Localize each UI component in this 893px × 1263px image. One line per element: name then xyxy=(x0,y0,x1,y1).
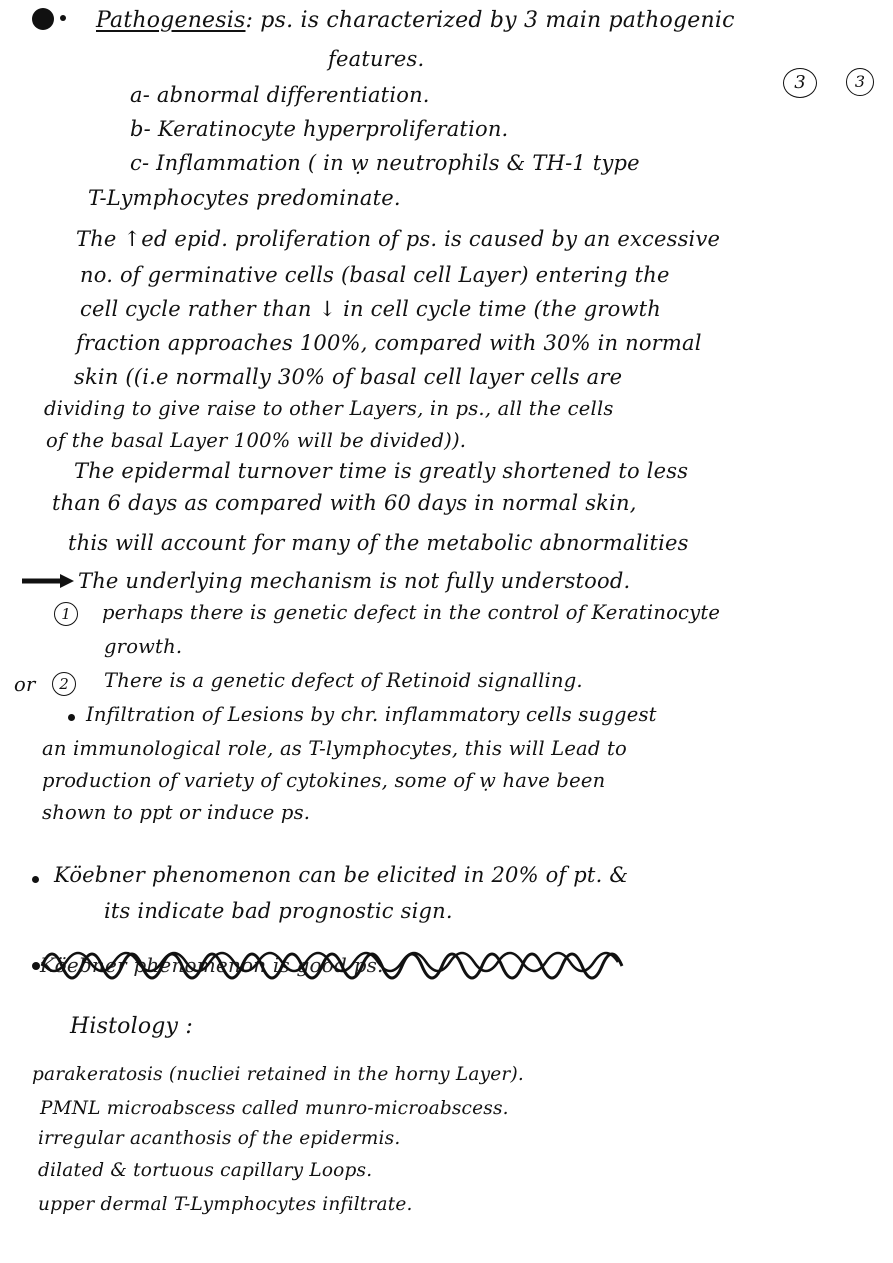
circled-number-2: 2 xyxy=(52,672,76,696)
histology-item: dilated & tortuous capillary Loops. xyxy=(38,1160,373,1181)
pathogenesis-intro: Pathogenesis: ps. is characterized by 3 main pathogenic xyxy=(96,8,735,33)
or-prefix: or xyxy=(14,673,36,696)
feature-c: c- Inflammation ( in ẉ neutrophils & TH-1 type xyxy=(130,151,640,175)
bullet-dot xyxy=(32,876,39,883)
arrow-right-icon xyxy=(20,572,76,590)
histology-item: irregular acanthosis of the epidermis. xyxy=(38,1128,401,1149)
circled-number: 3 xyxy=(783,68,817,98)
scribble-strikethrough xyxy=(26,938,626,988)
cause-1-line: perhaps there is genetic defect in the control of Keratinocyte xyxy=(102,601,721,624)
feature-a: a- abnormal differentiation. xyxy=(130,83,430,107)
paragraph1-line: no. of germinative cells (basal cell Layer) entering the xyxy=(80,263,670,287)
paragraph1-line: The ↑ed epid. proliferation of ps. is caused by an excessive xyxy=(76,227,721,251)
pathogenesis-intro-cont: features. xyxy=(328,47,425,71)
paragraph1-line: dividing to give raise to other Layers, in ps., all the cells xyxy=(44,397,614,420)
immuno-line: Infiltration of Lesions by chr. inflammatory cells suggest xyxy=(86,703,657,726)
immuno-line: shown to ppt or induce ps. xyxy=(42,801,311,824)
paragraph1-line: skin ((i.e normally 30% of basal cell layer cells are xyxy=(74,365,623,389)
paragraph1-line: of the basal Layer 100% will be divided)). xyxy=(46,429,467,452)
pathogenesis-heading: Pathogenesis xyxy=(96,8,246,33)
scribbled-out-text: Köebner phenomenon is good ps. xyxy=(40,953,384,977)
paragraph2-line: than 6 days as compared with 60 days in normal skin, xyxy=(52,491,637,515)
feature-b: b- Keratinocyte hyperproliferation. xyxy=(130,117,509,141)
mechanism-line: The underlying mechanism is not fully understood. xyxy=(78,569,631,593)
immuno-line: production of variety of cytokines, some of ẉ have been xyxy=(42,769,606,792)
paragraph2-line: this will account for many of the metabolic abnormalities xyxy=(68,531,689,555)
cause-1-cont: growth. xyxy=(104,635,183,658)
circled-number-1: 1 xyxy=(54,602,78,626)
scribbled-number-mark xyxy=(30,4,70,34)
cause-2-line: There is a genetic defect of Retinoid signalling. xyxy=(104,669,583,692)
bullet-dot xyxy=(68,714,75,721)
circled-number-secondary: 3 xyxy=(846,68,874,96)
histology-item: PMNL microabscess called munro-microabscess. xyxy=(40,1098,509,1119)
immuno-line: an immunological role, as T-lymphocytes, this will Lead to xyxy=(42,737,627,760)
paragraph1-line: fraction approaches 100%, compared with 30% in normal xyxy=(76,331,702,355)
histology-item: upper dermal T-Lymphocytes infiltrate. xyxy=(38,1194,413,1215)
paragraph2-line: The epidermal turnover time is greatly shortened to less xyxy=(74,459,689,483)
histology-item: parakeratosis (nucliei retained in the horny Layer). xyxy=(32,1064,524,1085)
feature-c-cont: T-Lymphocytes predominate. xyxy=(88,186,401,210)
koebner-line: Köebner phenomenon can be elicited in 20% of pt. & xyxy=(54,863,629,887)
koebner-line: its indicate bad prognostic sign. xyxy=(104,899,453,923)
paragraph1-line: cell cycle rather than ↓ in cell cycle time (the growth xyxy=(80,297,662,321)
histology-title: Histology : xyxy=(70,1014,193,1039)
